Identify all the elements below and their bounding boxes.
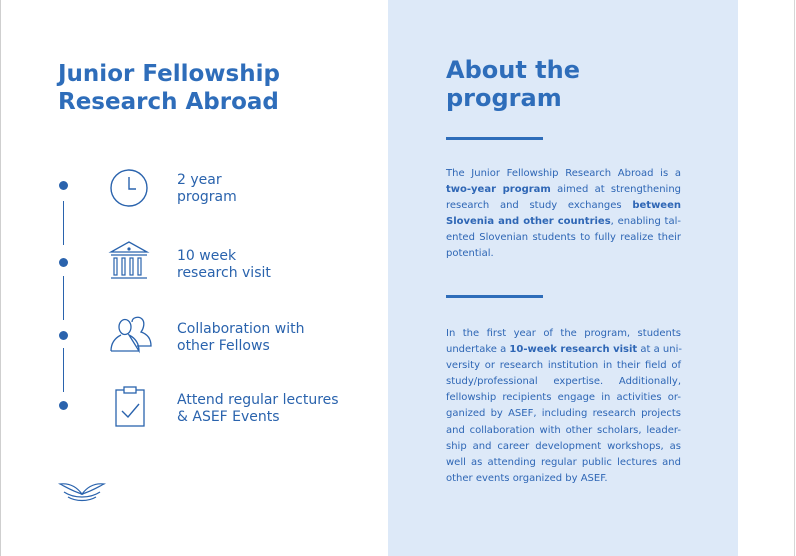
text-line xyxy=(446,423,681,439)
institution-icon xyxy=(108,240,150,282)
users-icon xyxy=(108,316,154,354)
text-line xyxy=(446,406,681,422)
timeline-dot xyxy=(59,181,68,190)
asef-wings-logo xyxy=(58,480,106,502)
feature-item xyxy=(177,392,339,426)
text-line xyxy=(446,230,681,246)
bold-text: two-year program xyxy=(446,184,551,196)
feature-label: Attend regular lectures xyxy=(177,392,339,408)
timeline-connector xyxy=(63,201,64,245)
text-line xyxy=(446,182,681,198)
text: well as attending regular public lectures and xyxy=(446,456,681,468)
text: ship and career development workshops, as xyxy=(446,440,681,452)
text: other events organized by ASEF. xyxy=(446,472,608,484)
feature-label: 2 year xyxy=(177,172,222,188)
text-line xyxy=(446,246,681,262)
section-title xyxy=(446,56,580,112)
feature-item xyxy=(177,172,237,206)
feature-item xyxy=(177,248,271,282)
feature-label: other Fellows xyxy=(177,338,270,354)
divider xyxy=(446,137,543,140)
title-line: About the xyxy=(446,56,580,84)
text-line xyxy=(446,198,681,214)
text-line xyxy=(446,439,681,455)
timeline-connector xyxy=(63,276,64,320)
text: , enabling tal- xyxy=(610,216,681,228)
text-line xyxy=(446,326,681,342)
text: ented Slovenian students to fully realize their xyxy=(446,232,681,244)
title-line: program xyxy=(446,84,562,112)
text-line xyxy=(446,471,681,487)
text: research and study exchanges xyxy=(446,200,633,212)
text: In the first year of the program, students xyxy=(446,328,681,339)
text: potential. xyxy=(446,248,494,260)
title-line: Research Abroad xyxy=(58,89,279,115)
text: ganized by ASEF, including research projects xyxy=(446,408,681,420)
text: aimed at strengthening xyxy=(550,184,682,196)
text: and collaboration with other scholars, leader- xyxy=(446,424,681,436)
text: study/professional expertise. Additionally, xyxy=(446,376,681,388)
timeline-dot xyxy=(59,331,68,340)
text: undertake a xyxy=(446,344,510,356)
text-line xyxy=(446,358,681,374)
page-title xyxy=(58,60,280,116)
text-line xyxy=(446,390,681,406)
feature-label: Collaboration with xyxy=(177,321,305,337)
feature-item xyxy=(177,321,304,355)
timeline-connector xyxy=(63,348,64,392)
clipboard-check-icon xyxy=(108,385,150,429)
timeline-dot xyxy=(59,401,68,410)
text-line xyxy=(446,374,681,390)
feature-label: program xyxy=(177,189,237,205)
program-paragraph xyxy=(446,326,681,487)
timeline-dot xyxy=(59,258,68,267)
feature-label: research visit xyxy=(177,265,271,281)
text-line xyxy=(446,214,681,230)
feature-label: & ASEF Events xyxy=(177,409,280,425)
bold-text: between xyxy=(632,200,681,212)
text: fellowship recipients engage in activities or- xyxy=(446,392,681,404)
title-line: Junior Fellowship xyxy=(58,61,280,87)
text-line xyxy=(446,166,681,182)
text: versity or research institution in their field of xyxy=(446,360,681,372)
feature-label: 10 week xyxy=(177,248,237,264)
text: The Junior Fellowship Research Abroad is a xyxy=(446,168,681,179)
intro-paragraph xyxy=(446,166,681,263)
page-edge xyxy=(0,0,1,556)
bold-text: 10-week research visit xyxy=(509,344,638,356)
divider xyxy=(446,295,543,298)
text: at a uni- xyxy=(637,344,682,356)
clock-icon xyxy=(108,167,150,209)
text-line xyxy=(446,455,681,471)
bold-text: Slovenia and other countries xyxy=(446,216,611,228)
page-edge xyxy=(794,0,795,556)
text-line xyxy=(446,342,681,358)
